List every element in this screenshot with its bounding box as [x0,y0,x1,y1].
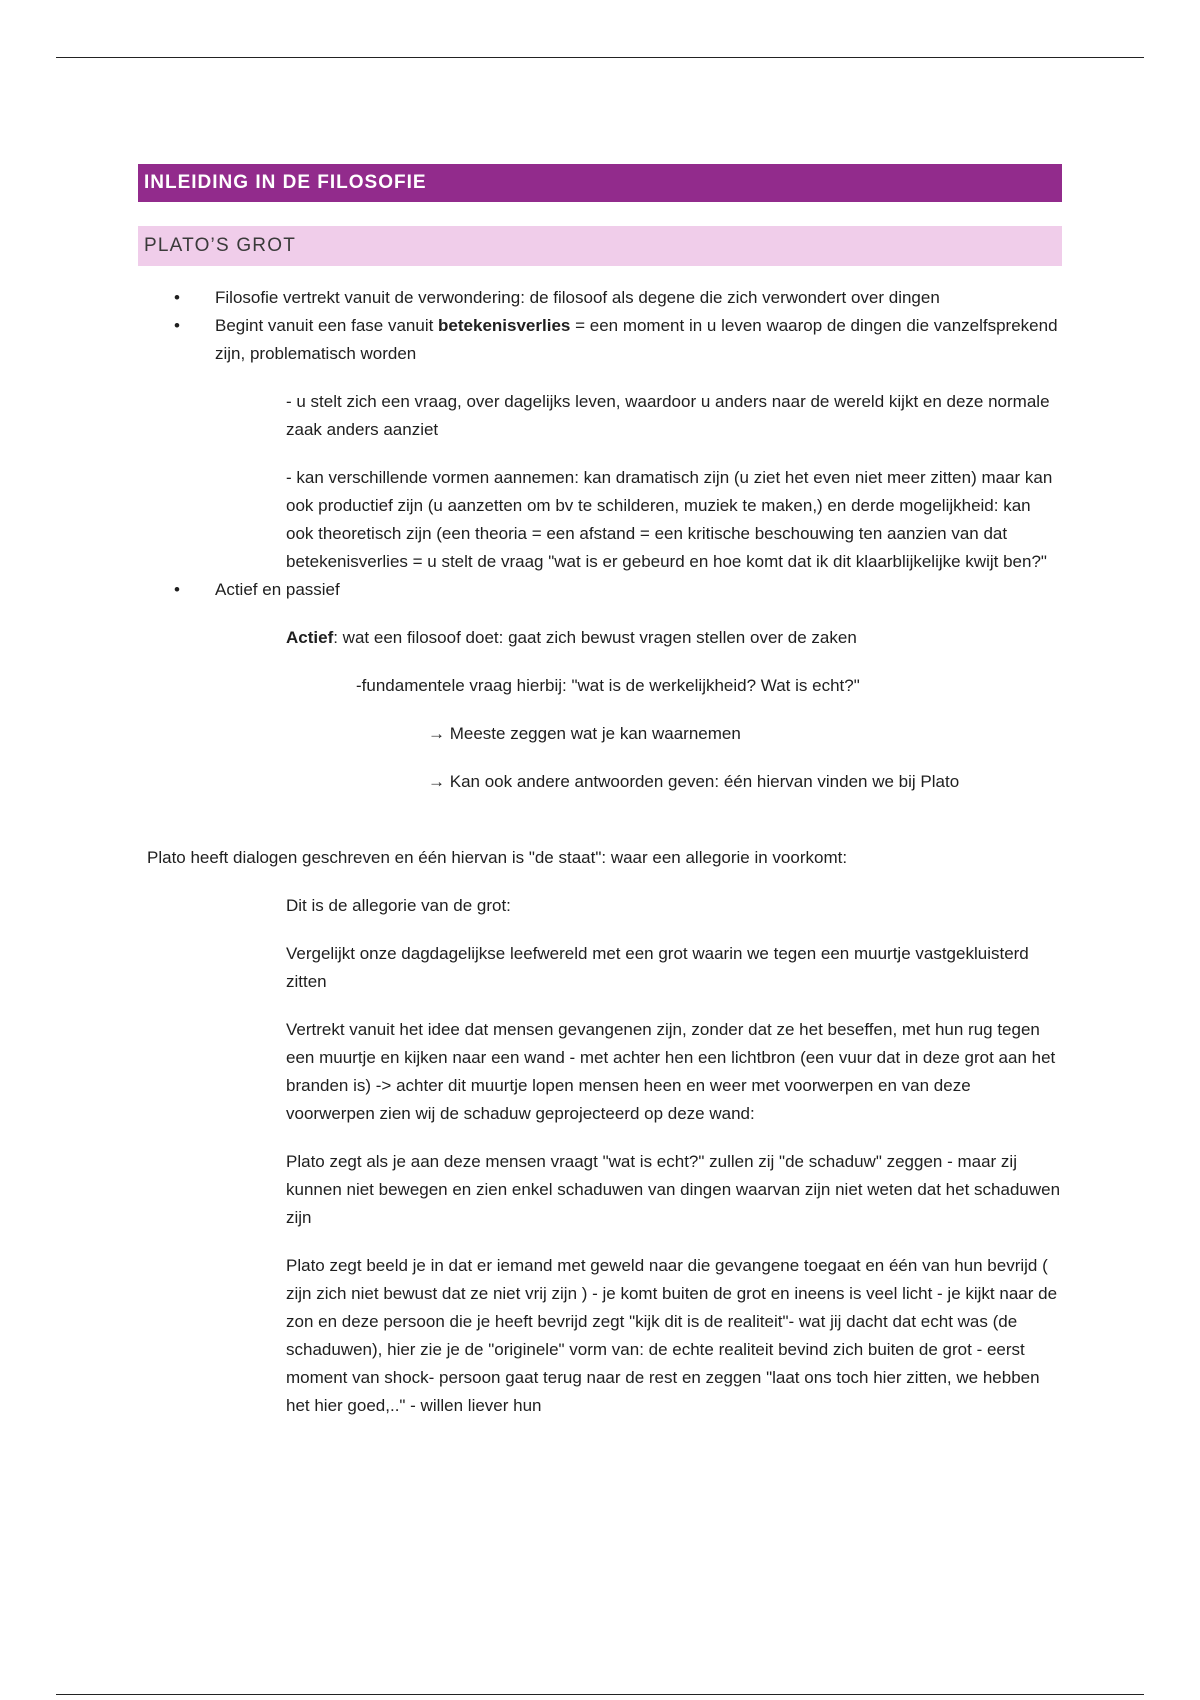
actief-label: Actief [286,628,334,647]
paragraph: Dit is de allegorie van de grot: [286,896,511,915]
bullet-icon: • [174,580,180,599]
section-heading: PLATO’S GROT [138,226,1062,266]
document-title: INLEIDING IN DE FILOSOFIE [138,164,1062,202]
bottom-rule [56,1694,1144,1695]
actief-text: : wat een filosoof doet: gaat zich bewust vragen stellen over de zaken [333,628,857,647]
bullet-text: Filosofie vertrekt vanuit de verwondering: de filosoof als degene die zich verwondert over dingen [215,288,940,307]
bullet-text-before: Begint vanuit een fase vanuit [215,316,439,335]
arrow-item [138,720,1062,748]
list-item [138,312,1062,368]
sub-paragraph: - u stelt zich een vraag, over dagelijks leven, waardoor u anders naar de wereld kijkt en deze normale zaak anders aanziet [286,392,1050,439]
bullet-term: betekenisverlies [438,316,571,335]
actief-paragraph [138,624,1062,652]
arrow-text: Kan ook andere antwoorden geven: één hiervan vinden we bij Plato [449,772,960,791]
list-item [138,576,1062,604]
bullet-text-after: = een moment in u leven waarop de dingen die vanzelfsprekend zijn, problematisch worden [215,316,1058,363]
paragraph: Vertrekt vanuit het idee dat mensen gevangenen zijn, zonder dat ze het beseffen, met hun rug tegen een muurtje en kijken naar een wand - met achter hen een lichtbron (een vuur dat in deze grot aan het branden is) -> achter dit muurtje lopen mensen heen en weer met voorwerpen en van deze voorwerpen zien wij de schaduw geprojecteerd op deze wand: [286,1020,1056,1123]
arrow-right-icon: → [428,724,445,743]
bullet-icon: • [174,288,180,307]
paragraph: Plato zegt als je aan deze mensen vraagt "wat is echt?" zullen zij "de schaduw" zeggen - maar zij kunnen niet bewegen en zien enkel schaduwen van dingen waarvan zijn niet weten dat het schaduwen zijn [286,1152,1061,1227]
bullet-icon: • [174,316,180,335]
arrow-right-icon: → [428,772,445,791]
document-body [138,164,1062,1420]
arrow-item [138,768,1062,796]
bullet-text: Actief en passief [215,580,340,599]
arrow-text: Meeste zeggen wat je kan waarnemen [449,724,741,743]
list-item [138,284,1062,312]
top-rule [56,57,1144,58]
bullet-list [138,284,1062,368]
bullet-list [138,576,1062,604]
paragraph: Plato zegt beeld je in dat er iemand met geweld naar die gevangene toegaat en één van hun bevrijd ( zijn zich niet bewust dat ze niet vrij zijn ) - je komt buiten de grot en ineens is veel licht - je kijkt naar de zon en deze persoon die je heeft bevrijd zegt "kijk dit is de realiteit"- wat jij dacht dat echt was (de schaduwen), hier zie je de "originele" vorm van: de echte realiteit bevind zich buiten de grot - eerst moment van shock- persoon gaat terug naar de rest en zeggen "laat ons toch hier zitten, we hebben het hier goed,.." - willen liever hun [286,1256,1058,1415]
sub-paragraph: - kan verschillende vormen aannemen: kan dramatisch zijn (u ziet het even niet meer zitten) maar kan ook productief zijn (u aanzetten om bv te schilderen, muziek te maken,) en derde mogelijkheid: kan ook theoretisch zijn (een theoria = een afstand = een kritische beschouwing ten aanzien van dat betekenisverlies = u stelt de vraag "wat is er gebeurd en hoe komt dat ik dit klaarblijkelijke kwijt ben?" [286,468,1053,571]
paragraph: Vergelijkt onze dagdagelijkse leefwereld met een grot waarin we tegen een muurtje vastgekluisterd zitten [286,944,1029,991]
fundamental-question: -fundamentele vraag hierbij: "wat is de werkelijkheid? Wat is echt?" [356,676,860,695]
plato-intro: Plato heeft dialogen geschreven en één hiervan is "de staat": waar een allegorie in voorkomt: [147,848,848,867]
